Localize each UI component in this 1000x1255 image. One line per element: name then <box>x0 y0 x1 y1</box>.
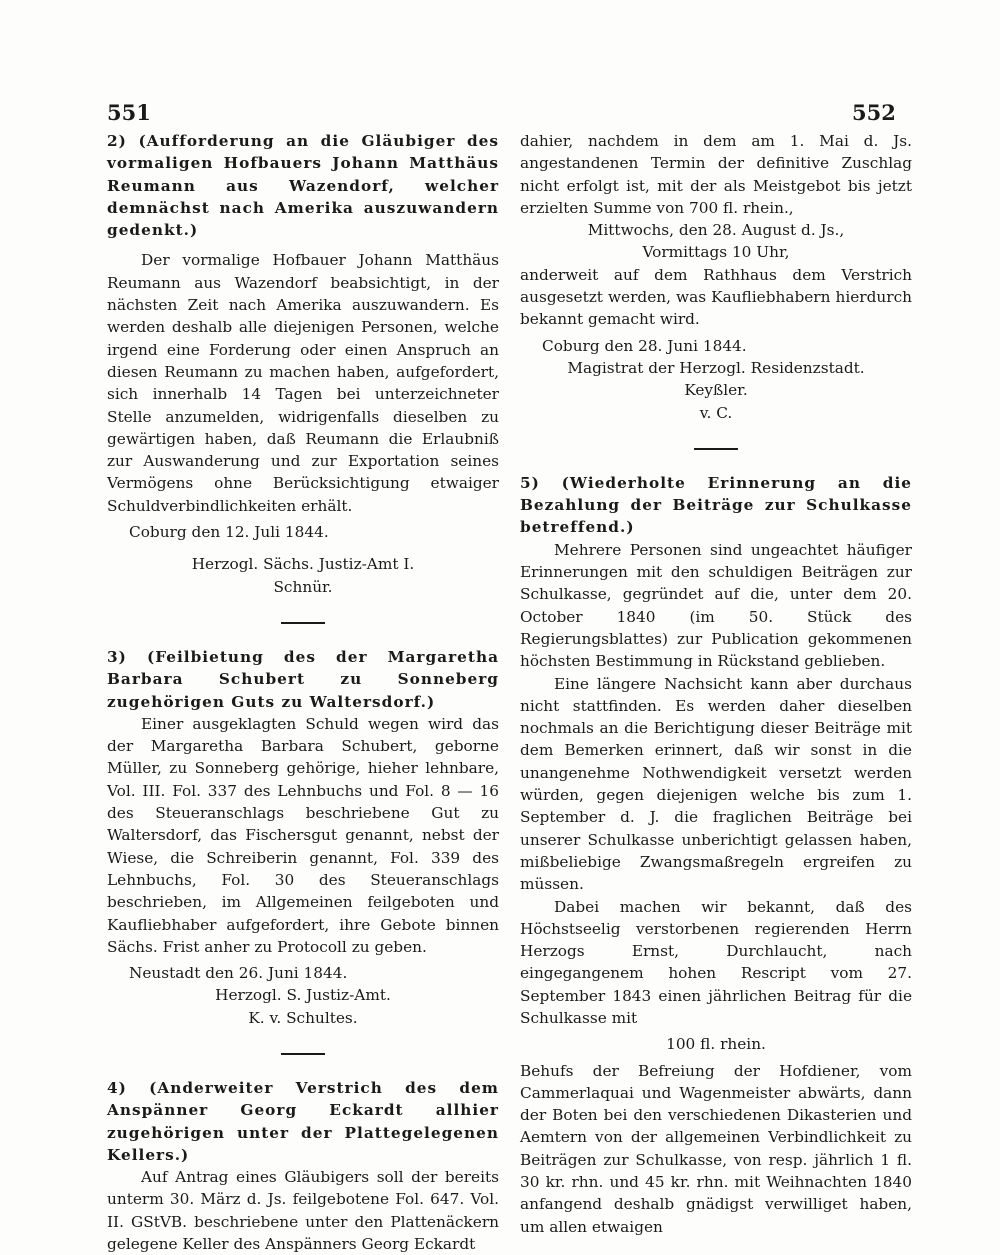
notice-date: Coburg den 28. Juni 1844. <box>542 336 747 355</box>
notice-paragraph-2: Eine längere Nachsicht kann aber durchaus nicht stattfinden. Es werden daher dieselben nochmals an die Berichtigung dieser Beiträge mit dem Bemerken erinnert, daß wir sonst in die unangenehme Nothwendigkeit versetzt werden würden, gegen diejenigen welche bis zum 1. September d. J. die fraglichen Beiträge bei unserer Schulkasse unberichtigt gelassen haben, mißbeliebige Zwangsmaßregeln ergreifen zu müssen. <box>520 674 912 894</box>
notice-3 <box>107 646 499 1029</box>
signature-office: Magistrat der Herzogl. Residenzstadt. <box>567 358 865 377</box>
notice-body-continued: anderweit auf dem Rathhaus dem Verstrich ausgesetzt werden, was Kaufliebhabern hierdurch bekannt gemacht wird. <box>520 265 912 329</box>
left-column <box>107 130 499 1255</box>
page-number-right: 552 <box>852 100 896 125</box>
signature-office: Herzogl. Sächs. Justiz-Amt I. <box>191 555 415 574</box>
signature-office: Herzogl. S. Justiz-Amt. <box>215 986 391 1005</box>
notice-paragraph-1: Mehrere Personen sind ungeachtet häufiger Erinnerungen mit den schuldigen Beiträgen zur Schulkasse, gegründet auf die, unter dem 20. October 1840 (im 50. Stück des Regierungsblattes) zur Publication gekommenen höchsten Bestimmung in Rückstand geblieben. <box>520 540 912 671</box>
signature-name: K. v. Schultes. <box>248 1008 358 1027</box>
notice-paragraph-3: Dabei machen wir bekannt, daß des Höchstseelig verstorbenen regierenden Herrn Herzogs Ernst, Durchlaucht, nach eingegangenem hohen Rescript vom 27. September 1843 einen jährlichen Beitrag für die Schulkasse mit <box>520 897 912 1027</box>
notice-2 <box>107 130 499 598</box>
notice-heading: 2) (Aufforderung an die Gläubiger des vormaligen Hofbauers Johann Matthäus Reumann aus Wazendorf, welcher demnächst nach Amerika auszuwandern gedenkt.) <box>107 132 499 240</box>
payment-amount: 100 fl. rhein. <box>666 1035 766 1054</box>
section-divider <box>281 622 325 624</box>
schedule-time: Vormittags 10 Uhr, <box>642 243 790 262</box>
notice-heading: 3) (Feilbietung des der Margaretha Barbara Schubert zu Sonneberg zugehörigen Guts zu Waltersdorf.) <box>107 647 499 711</box>
notice-date: Coburg den 12. Juli 1844. <box>129 523 329 542</box>
section-divider <box>694 448 738 450</box>
notice-date: Neustadt den 26. Juni 1844. <box>129 964 348 983</box>
notice-heading: 4) (Anderweiter Verstrich des dem Anspänner Georg Eckardt allhier zugehörigen unter der Plattegelegenen Kellers.) <box>107 1078 499 1164</box>
notice-5 <box>520 472 912 1238</box>
notice-paragraph-4: Behufs der Befreiung der Hofdiener, vom Cammerlaquai und Wagenmeister abwärts, dann der Boten bei den verschiedenen Dikasterien und Aemtern von der allgemeinen Verbindlichkeit zu Beiträgen zur Schulkasse, von resp. jährlich 1 fl. 30 kr. rhn. und 45 kr. rhn. mit Weihnachten 1840 anfangend deshalb gnädigst verwilliget haben, um allen etwaigen <box>520 1061 912 1236</box>
section-divider <box>281 1053 325 1055</box>
page-number-left: 551 <box>107 100 151 125</box>
notice-body: Auf Antrag eines Gläubigers soll der bereits unterm 30. März d. Js. feilgebotene Fol. 647. Vol. II. GStVB. beschriebene unter den Plattenäckern gelegene Keller des Anspänners Georg Eckardt <box>107 1168 499 1254</box>
signature-name: Keyßler. <box>684 381 748 400</box>
notice-body: dahier, nachdem in dem am 1. Mai d. Js. angestandenen Termin der definitive Zuschlag nicht erfolgt ist, mit der als Meistgebot bis jetzt erzielten Summe von 700 fl. rhein., <box>520 132 912 217</box>
notice-4-continued <box>520 130 912 424</box>
notice-heading: 5) (Wiederholte Erinnerung an die Bezahlung der Beiträge zur Schulkasse betreffend.) <box>520 473 912 537</box>
signature-name: Schnür. <box>273 577 333 596</box>
right-column <box>520 130 912 1238</box>
schedule-day: Mittwochs, den 28. August d. Js., <box>587 221 845 240</box>
signature-initials: v. C. <box>699 403 733 422</box>
notice-4 <box>107 1077 499 1255</box>
notice-body: Der vormalige Hofbauer Johann Matthäus Reumann aus Wazendorf beabsichtigt, in der nächsten Zeit nach Amerika auszuwandern. Es werden deshalb alle diejenigen Personen, welche irgend eine Forderung oder einen Anspruch an diesen Reumann zu machen haben, aufgefordert, sich innerhalb 14 Tagen bei unterzeichneter Stelle anzumelden, widrigenfalls dieselben zu gewärtigen haben, daß Reumann die Erlaubniß zur Auswanderung und zur Exportation seines Vermögens ohne Berücksichtigung etwaiger Schuldverbindlichkeiten erhält. <box>107 251 499 515</box>
notice-body: Einer ausgeklagten Schuld wegen wird das der Margaretha Barbara Schubert, geborne Müller, zu Sonneberg gehörige, hieher lehnbare, Vol. III. Fol. 337 des Lehnbuchs und Fol. 8 — 16 des Steueranschlags beschriebene Gut zu Waltersdorf, das Fischersgut genannt, nebst der Wiese, die Schreiberin genannt, Fol. 339 des Lehnbuchs, Fol. 30 des Steueranschlags beschrieben, im Allgemeinen feilgeboten und Kaufliebhaber aufgefordert, ihre Gebote binnen Sächs. Frist anher zu Protocoll zu geben. <box>107 714 499 956</box>
